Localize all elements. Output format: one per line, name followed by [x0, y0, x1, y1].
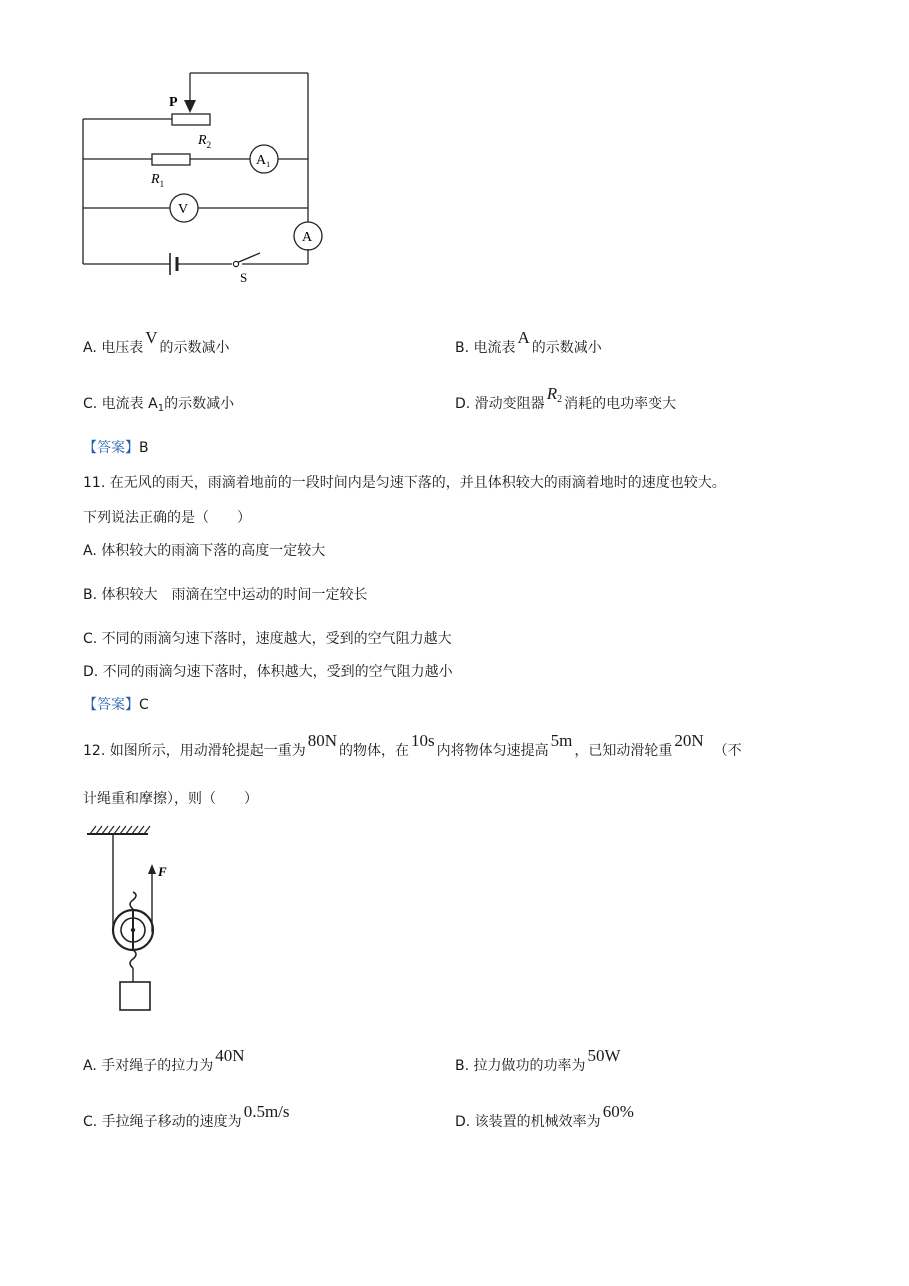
q11-option-c[interactable]: C. 不同的雨滴匀速下落时，速度越大，受到的空气阻力越大: [83, 631, 452, 647]
r1-label: $R_1$: [151, 172, 165, 189]
r2-label: $R_2$: [198, 133, 212, 150]
q10-option-d[interactable]: D. 滑动变阻器R2 消耗的电功率变大: [455, 384, 677, 412]
ammeter-a-label: A: [302, 230, 313, 245]
q11-option-a[interactable]: A. 体积较大的雨滴下落的高度一定较大: [83, 543, 326, 559]
switch-label: S: [240, 270, 248, 285]
q12-option-d[interactable]: D. 该装置的机械效率为60%: [455, 1102, 634, 1130]
force-label: F: [158, 864, 167, 879]
q12-option-b[interactable]: B. 拉力做功的功率为50W: [455, 1046, 621, 1074]
q11-stem-line2: 下列说法正确的是（ ）: [83, 510, 251, 526]
voltmeter-label: V: [178, 202, 189, 217]
pulley-diagram: [82, 822, 167, 1017]
q10-option-b[interactable]: B. 电流表A的示数减小: [455, 328, 602, 356]
q12-option-c[interactable]: C. 手拉绳子移动的速度为0.5m/s: [83, 1102, 290, 1130]
q12-option-a[interactable]: A. 手对绳子的拉力为40N: [83, 1046, 245, 1074]
q11-stem-line1: 11. 在无风的雨天，雨滴着地前的一段时间内是匀速下落的，并且体积较大的雨滴着地时的速度也较大。: [83, 475, 726, 491]
q10-option-a[interactable]: A. 电压表V的示数减小: [83, 328, 230, 356]
q11-option-b[interactable]: B. 体积较大 雨滴在空中运动的时间一定较长: [83, 587, 368, 603]
circuit-diagram: [70, 62, 340, 294]
q11-option-d[interactable]: D. 不同的雨滴匀速下落时，体积越大，受到的空气阻力越小: [83, 664, 453, 680]
q11-answer: 【答案】C: [83, 697, 149, 713]
slider-label: P: [169, 95, 178, 110]
q12-stem-line2: 计绳重和摩擦），则（ ）: [83, 791, 258, 807]
q12-stem-line1: 12. 如图所示，用动滑轮提起一重为80N的物体，在10s内将物体匀速提高5m，已知动滑轮重20N（不: [83, 731, 742, 759]
q10-answer: 【答案】B: [83, 440, 149, 456]
q10-option-c[interactable]: C. 电流表 $A_1$的示数减小: [83, 396, 235, 414]
ammeter-a1-label: $A_1$: [256, 153, 271, 169]
